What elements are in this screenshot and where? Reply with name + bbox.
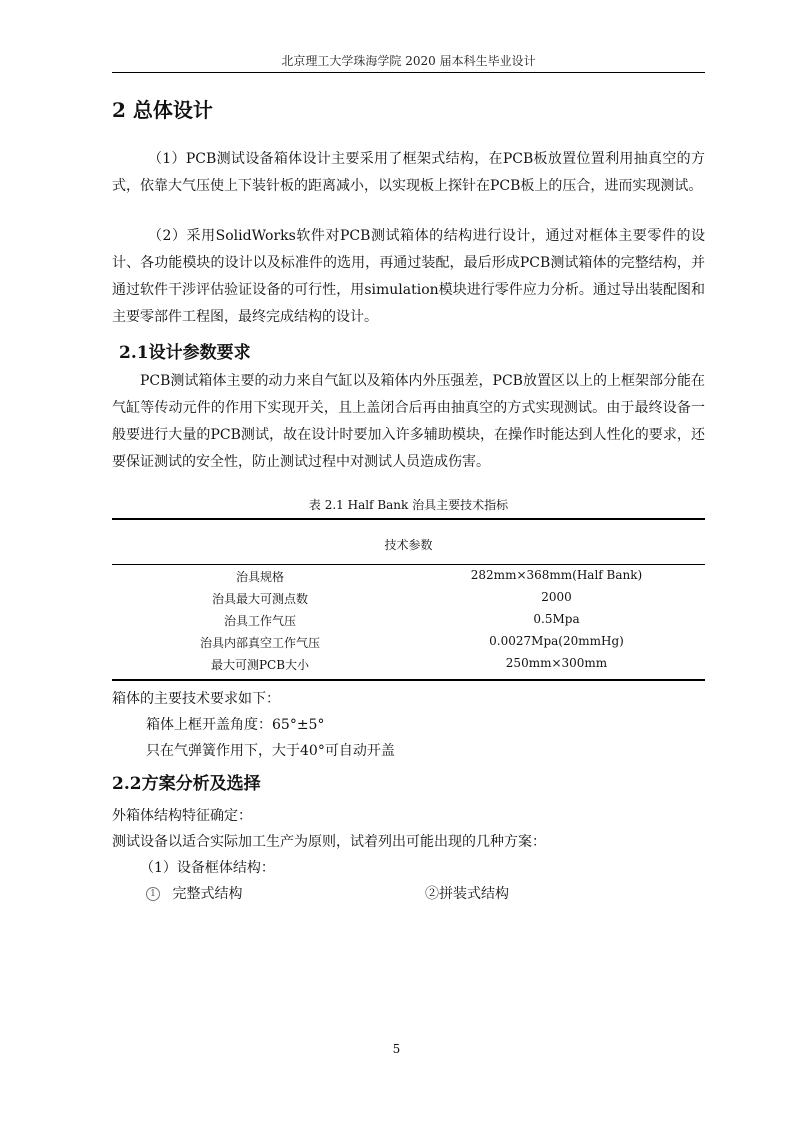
- page-number: 5: [392, 1042, 401, 1056]
- table-cell-name: 治具工作气压: [223, 614, 296, 628]
- table-cell-value: 0.0027Mpa(20mmHg): [489, 634, 624, 648]
- table-top-rule: [112, 518, 705, 520]
- table-cell-value: 282mm×368mm(Half Bank): [470, 568, 643, 582]
- option-1-number: 1: [146, 887, 160, 901]
- intro-paragraph-2: （2）采用SolidWorks软件对PCB测试箱体的结构进行设计，通过对框体主要零件的设计、各功能模块的设计以及标准件的选用，再通过装配，最后形成PCB测试箱体的完整结构，并通过软件干涉评估验证设备的可行性，用simulation模块进行零件应力分析。通过导出装配图和主要零部件工程图，最终完成结构的设计。: [112, 228, 705, 325]
- section-2-1-heading: 2.1设计参数要求: [119, 343, 251, 363]
- table-header-rule: [112, 564, 705, 565]
- header-rule: [112, 72, 705, 73]
- table-row: [112, 590, 705, 612]
- requirement-item: 只在气弹簧作用下，大于40°可自动开盖: [146, 743, 395, 759]
- table-bottom-rule: [112, 679, 705, 681]
- table-cell-value: 2000: [541, 590, 572, 604]
- section-2-1-paragraph: PCB测试箱体主要的动力来自气缸以及箱体内外压强差，PCB放置区以上的上框架部分能在气缸等传动元件的作用下实现开关，且上盖闭合后再由抽真空的方式实现测试。由于最终设备一般要进行大量的PCB测试，故在设计时要加入许多辅助模块，在操作时能达到人性化的要求，还要保证测试的安全性，防止测试过程中对测试人员造成伤害。: [112, 373, 705, 470]
- chapter-heading: 2 总体设计: [112, 98, 213, 122]
- option-2-label: ②拼装式结构: [425, 886, 509, 902]
- requirements-intro: 箱体的主要技术要求如下：: [112, 691, 280, 707]
- table-cell-name: 最大可测PCB大小: [210, 658, 310, 672]
- table-cell-name: 治具规格: [235, 570, 284, 584]
- page-header: 北京理工大学珠海学院 2020 届本科生毕业设计: [281, 54, 536, 68]
- table-row: [112, 612, 705, 634]
- requirement-item: 箱体上框开盖角度：65°±5°: [146, 717, 325, 733]
- table-caption: 表 2.1 Half Bank 治具主要技术指标: [308, 498, 509, 512]
- section-2-2-heading: 2.2方案分析及选择: [112, 774, 261, 794]
- table-row: [112, 568, 705, 590]
- option-1: [146, 883, 242, 903]
- section-2-2-line: 外箱体结构特征确定：: [112, 808, 252, 824]
- table-cell-value: 0.5Mpa: [533, 612, 580, 626]
- section-2-2-line: 测试设备以适合实际加工生产为原则，试着列出可能出现的几种方案：: [112, 834, 546, 850]
- option-1-label: 完整式结构: [172, 886, 243, 902]
- table-cell-name: 治具内部真空工作气压: [199, 636, 320, 650]
- table-header: 技术参数: [384, 538, 433, 552]
- section-2-2-line: （1）设备框体结构：: [140, 860, 275, 876]
- table-cell-name: 治具最大可测点数: [211, 592, 308, 606]
- table-cell-value: 250mm×300mm: [505, 656, 608, 670]
- table-row: [112, 656, 705, 678]
- intro-paragraph-1: （1）PCB测试设备箱体设计主要采用了框架式结构，在PCB板放置位置利用抽真空的方式，依靠大气压使上下装针板的距离减小，以实现板上探针在PCB板上的压合，进而实现测试。: [112, 151, 705, 194]
- table-row: [112, 634, 705, 656]
